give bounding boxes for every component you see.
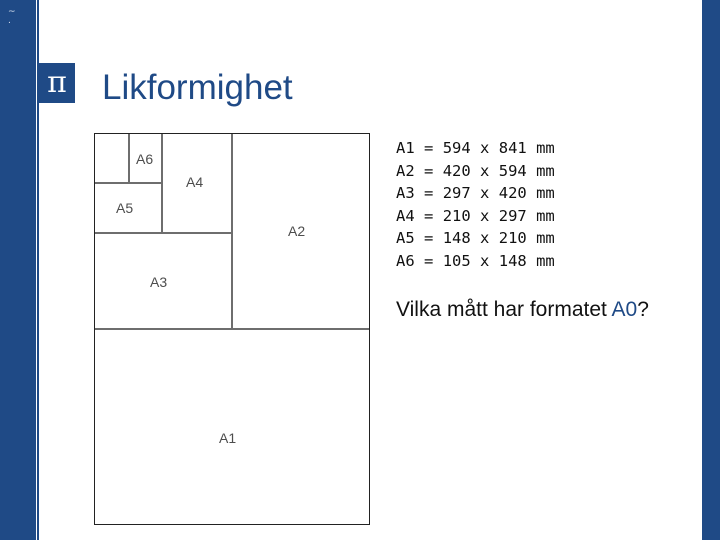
question-suffix: ? [637, 298, 649, 321]
spec-width: 105 [442, 251, 471, 270]
spec-times: x [480, 251, 490, 270]
spec-equals: = [424, 184, 434, 202]
spec-times: x [480, 161, 490, 180]
spec-times: x [480, 184, 490, 202]
spec-row [396, 205, 555, 228]
spec-format: A3 [396, 184, 415, 202]
spec-equals: = [424, 139, 434, 157]
spec-unit: mm [536, 206, 555, 225]
spec-unit: mm [536, 251, 555, 270]
spec-height: 420 [498, 184, 527, 202]
right-accent-bar [702, 0, 720, 540]
spec-row [396, 137, 555, 160]
paper-format-diagram [94, 133, 370, 525]
spec-width: 420 [442, 161, 471, 180]
label-a5: A5 [116, 200, 134, 216]
spec-unit: mm [536, 229, 555, 247]
spec-height: 210 [498, 229, 527, 247]
spec-times: x [480, 206, 490, 225]
spec-width: 210 [442, 206, 471, 225]
label-a2: A2 [288, 223, 306, 239]
spec-height: 841 [498, 139, 527, 157]
page-title: Likformighet [102, 68, 293, 107]
spec-unit: mm [536, 161, 555, 180]
spec-row [396, 160, 555, 183]
spec-equals: = [424, 161, 434, 180]
pi-logo-icon: π [39, 63, 75, 103]
spec-equals: = [424, 206, 434, 225]
spec-unit: mm [536, 184, 555, 202]
spec-height: 297 [498, 206, 527, 225]
divider-a4-a5 [161, 134, 163, 232]
spec-times: x [480, 139, 490, 157]
spec-format: A6 [396, 251, 415, 270]
spec-times: x [480, 229, 490, 247]
divider-a1-a2 [95, 328, 369, 330]
spec-equals: = [424, 251, 434, 270]
divider-a6 [128, 134, 130, 182]
label-a6: A6 [136, 151, 154, 167]
divider-a3-a4 [95, 232, 231, 234]
left-accent-bar [0, 0, 36, 540]
spec-width: 297 [442, 184, 471, 202]
label-a3: A3 [150, 274, 168, 290]
spec-row [396, 227, 555, 250]
spec-height: 148 [498, 251, 527, 270]
spec-unit: mm [536, 139, 555, 157]
spec-format: A1 [396, 139, 415, 157]
spec-width: 148 [442, 229, 471, 247]
spec-format: A2 [396, 161, 415, 180]
corner-mark: ~ . [8, 7, 16, 26]
spec-row [396, 250, 555, 273]
question-highlight: A0 [611, 298, 638, 321]
spec-equals: = [424, 229, 434, 247]
question-prefix: Vilka mått har formatet [396, 298, 612, 321]
spec-width: 594 [442, 139, 471, 157]
spec-format: A4 [396, 206, 415, 225]
divider-a2-a3 [231, 134, 233, 328]
spec-height: 594 [498, 161, 527, 180]
question-text [396, 296, 649, 324]
format-spec-list [396, 137, 555, 272]
divider-a5-a6 [95, 182, 161, 184]
label-a4: A4 [186, 174, 204, 190]
spec-row [396, 182, 555, 205]
label-a1: A1 [219, 430, 237, 446]
spec-format: A5 [396, 229, 415, 247]
